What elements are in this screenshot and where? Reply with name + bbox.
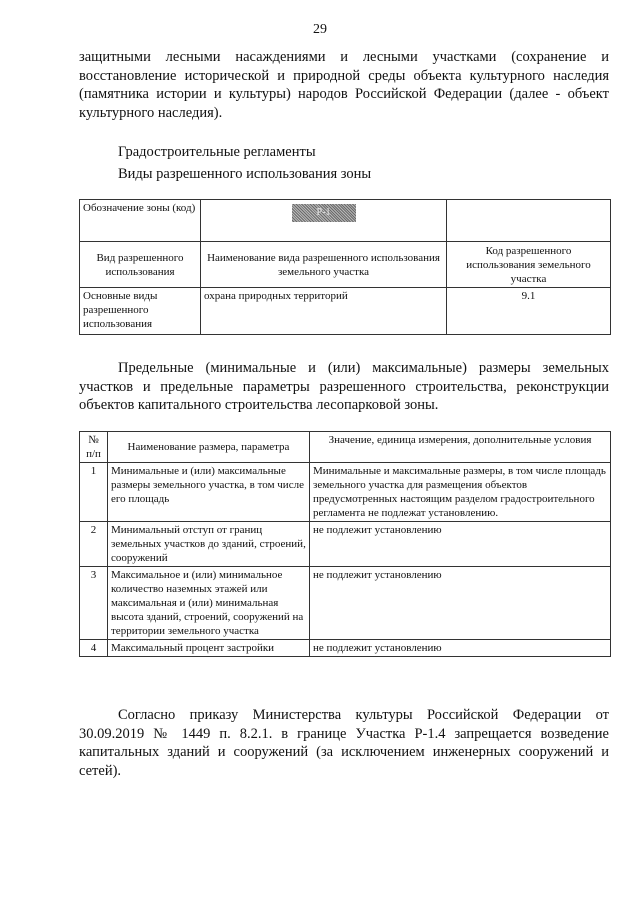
params-header-row <box>80 432 611 463</box>
table-row <box>80 463 611 522</box>
zone-use-table <box>79 199 611 335</box>
col-use-type-header: Вид разрешенного использования <box>80 242 201 288</box>
row-param-value: не подлежит установлению <box>310 567 611 640</box>
page-number: 29 <box>313 22 327 37</box>
row-num: 2 <box>80 522 108 567</box>
row-num: 3 <box>80 567 108 640</box>
row-param-value: не подлежит установлению <box>310 640 611 657</box>
heading-permitted-use: Виды разрешенного использования зоны <box>118 166 372 182</box>
zone-empty-cell <box>447 200 611 242</box>
row-use-name: охрана природных территорий <box>201 288 447 335</box>
zone-label-cell: Обозначение зоны (код) <box>80 200 201 242</box>
row-param-name: Максимальное и (или) минимальное количество наземных этажей или максимальная и (или) минимальная высота зданий, строений, сооружений на территории земельного участка <box>108 567 310 640</box>
zone-code-row <box>80 200 611 242</box>
row-num: 4 <box>80 640 108 657</box>
col-name-header: Наименование размера, параметра <box>108 432 310 463</box>
table-row <box>80 640 611 657</box>
col-plot-use-name-header: Наименование вида разрешенного использования земельного участка <box>201 242 447 288</box>
row-param-name: Максимальный процент застройки <box>108 640 310 657</box>
table-row <box>80 567 611 640</box>
zone-data-row <box>80 288 611 335</box>
row-param-name: Минимальный отступ от границ земельных участков до зданий, строений, сооружений <box>108 522 310 567</box>
zone-header-row <box>80 242 611 288</box>
col-value-header: Значение, единица измерения, дополнительные условия <box>310 432 611 463</box>
row-use-code: 9.1 <box>447 288 611 335</box>
row-param-name: Минимальные и (или) максимальные размеры земельного участка, в том числе его площадь <box>108 463 310 522</box>
table-row <box>80 522 611 567</box>
parameters-table <box>79 431 611 657</box>
intro-paragraph: защитными лесными насаждениями и лесными участками (сохранение и восстановление исторической и природной среды объекта культурного наследия (памятника истории и культуры) народов Российской Федерации (далее - объект культурного наследия). <box>79 49 609 121</box>
zone-code-value: Р-1 <box>292 204 356 222</box>
limits-paragraph: Предельные (минимальные и (или) максимальные) размеры земельных участков и предельные параметры разрешенного строительства, реконструкции объектов капитального строительства лесопарковой зоны. <box>79 360 609 413</box>
row-num: 1 <box>80 463 108 522</box>
col-num-header: № п/п <box>80 432 108 463</box>
row-param-value: не подлежит установлению <box>310 522 611 567</box>
row-use-type: Основные виды разрешенного использования <box>80 288 201 335</box>
zone-code-cell <box>201 200 447 242</box>
closing-paragraph: Согласно приказу Министерства культуры Российской Федерации от 30.09.2019 № 1449 п. 8.2.1. в границе Участка Р-1.4 запрещается возведение капитальных зданий и сооружений (за исключением инженерных сооружений и сетей). <box>79 707 609 779</box>
heading-regulations: Градостроительные регламенты <box>118 144 316 160</box>
row-param-value: Минимальные и максимальные размеры, в том числе площадь земельного участка для размещения объектов предусмотренных настоящим разделом градостроительного регламента не подлежат установлению. <box>310 463 611 522</box>
col-use-code-header: Код разрешенного использования земельного участка <box>447 242 611 288</box>
